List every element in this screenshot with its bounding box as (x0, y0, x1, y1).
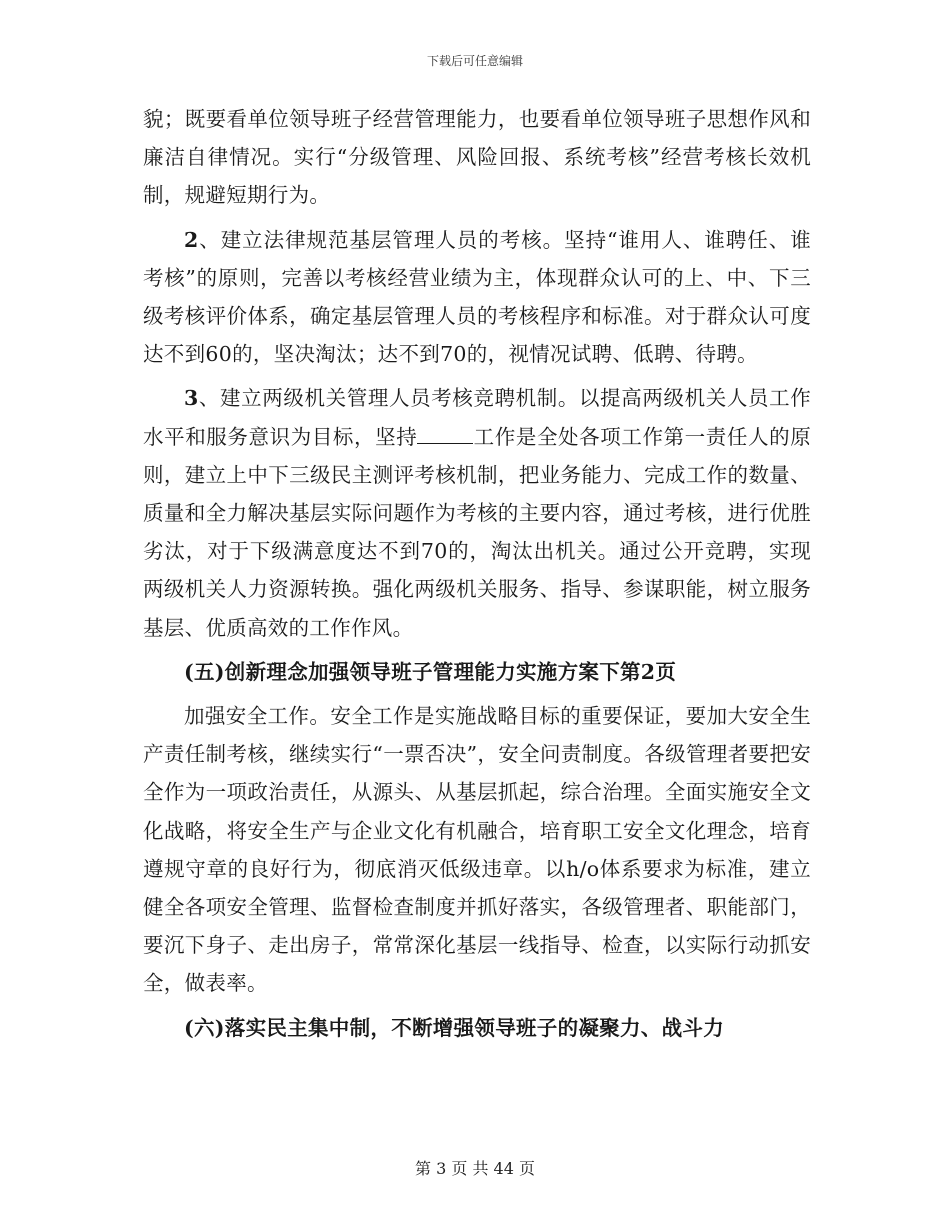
paragraph-text: 、建立两级机关管理人员考核竞聘机制。以提高两级机关人员工作水平和服务意识为目标，坚持 (143, 386, 811, 449)
page-header: 下载后可任意编辑 (426, 54, 523, 68)
page-footer: 第 3 页 共 44 页 (415, 1159, 535, 1178)
document-body (143, 100, 811, 1053)
item-number: 3 (184, 386, 199, 411)
section-heading-5: (五)创新理念加强领导班子管理能力实施方案下第2页 (184, 659, 677, 684)
blank-underline (417, 422, 473, 444)
section-heading-6: (六)落实民主集中制，不断增强领导班子的凝聚力、战斗力 (184, 1015, 724, 1040)
paragraph-continuation: 貌；既要看单位领导班子经营管理能力，也要看单位领导班子思想作风和廉洁自律情况。实行“分级管理、风险回报、系统考核”经营考核长效机制，规避短期行为。 (143, 107, 811, 208)
paragraph-item-3 (143, 379, 811, 646)
paragraph-safety: 加强安全工作。安全工作是实施战略目标的重要保证，要加大安全生产责任制考核，继续实行“一票否决”，安全问责制度。各级管理者要把安全作为一项政治责任，从源头、从基层抓起，综合治理。全面实施安全文化战略，将安全生产与企业文化有机融合，培育职工安全文化理念，培育遵规守章的良好行为，彻底消灭低级违章。以h/o体系要求为标准，建立健全各项安全管理、监督检查制度并抓好落实，各级管理者、职能部门，要沉下身子、走出房子，常常深化基层一线指导、检查，以实际行动抓安全，做表率。 (143, 704, 811, 996)
paragraph-item-2 (143, 221, 811, 374)
item-number: 2 (184, 227, 199, 252)
paragraph-text: 、建立法律规范基层管理人员的考核。坚持“谁用人、谁聘任、谁考核”的原则，完善以考核经营业绩为主，体现群众认可的上、中、下三级考核评价体系，确定基层管理人员的考核程序和标准。对于群众认可度达不到60的，坚决淘汰；达不到70的，视情况试聘、低聘、待聘。 (143, 227, 811, 367)
paragraph-text: 工作是全处各项工作第一责任人的原则，建立上中下三级民主测评考核机制，把业务能力、完成工作的数量、质量和全力解决基层实际问题作为考核的主要内容，通过考核，进行优胜劣汰，对于下级满意度达不到70的，淘汰出机关。通过公开竞聘，实现两级机关人力资源转换。强化两级机关服务、指导、参谋职能，树立服务基层、优质高效的工作作风。 (143, 424, 811, 640)
